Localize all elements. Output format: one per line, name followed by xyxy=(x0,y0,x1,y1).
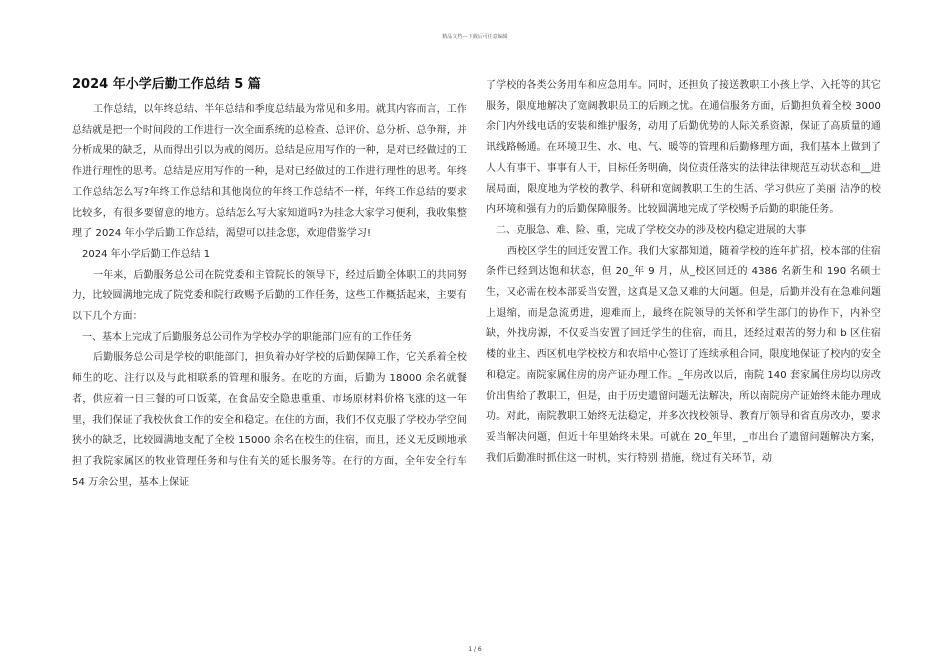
document-title: 2024 年小学后勤工作总结 5 篇 xyxy=(72,77,261,92)
page-number: 1 / 6 xyxy=(468,646,482,653)
left-column xyxy=(72,76,467,493)
paragraph-continued: 了学校的各类公务用车和应急用车。同时，还担负了接送教职工小孩上学、入托等的其它服务，限度地解决了宽阔教职员工的后顾之忧。在通信服务方面，后勤担负着全校 3000 余门内外线电话的安装和维护服务，动用了后勤优势的人际关系资源，保证了高质量的通讯线路畅通。在环境卫生、水、电、气、暖等的管理和后勤修理方面，我们基本上做到了人人有事干、事事有人干，目标任务明确，岗位责任落实的法律法律规范互动状态和__进展局面，限度地为学校的教学、科研和宽阔教职工生的生活、学习供应了美丽 洁净的校内环境和强有力的后勤保障服务。比较圆满地完成了学校赐予后勤的职能任务。 xyxy=(486,80,881,216)
paragraph-section-two: 西校区学生的回迁安置工作。我们大家都知道，随着学校的连年扩招，校本部的住宿条件已经到达饱和状态，但 20_年 9 月，从_校区回迁的 4386 名新生和 190 名硕士生，又必需在校本部妥当安置，这真是又急又难的大问题。但是，后勤并没有在急难问题上退缩，而是急流勇进，迎难而上，最终在院领导的关怀和学生部门的协作下，内补空缺，外找房源，不仅妥当安置了回迁学生的住宿，而且，还经过艰苦的努力和 b 区住宿楼的业主、西区机电学校校方和农培中心签订了连续承租合同，限度地保证了校内的安全和稳定。南院家属住房的房产证办理工作。_年房改以后，南院 140 套家属住房均以房改价出售给了教职工，但是，由于历史遗留问题无法解决，所以南院房产证始终未能办理成功。对此，南院教职工始终无法稳定，并多次找校领导、教育厅领导和省直房改办，要求妥当解决问题，但近十年里始终未果。可就在 20_年里，_市出台了遗留问题解决方案，我们后勤准时抓住这一时机，实行特别 措施，绕过有关环节，动 xyxy=(486,245,881,464)
intro-paragraph: 工作总结，以年终总结、半年总结和季度总结最为常见和多用。就其内容而言，工作总结就是把一个时间段的工作进行一次全面系统的总检查、总评价、总分析、总争辩，并分析成果的缺乏，从而得出引以为戒的阅历。总结是应用写作的一种，是对已经做过的工作进行理性的思考。总结是应用写作的一种，是对已经做过的工作进行理性的思考。年终工作总结怎么写?年终工作总结和其他岗位的年终工作总结不一样，年终工作总结的要求比较多，有很多要留意的地方。总结怎么写大家知道吗?为挂念大家学习便利，我收集整理了 2024 年小学后勤工作总结，渴望可以挂念您，欢迎借鉴学习! xyxy=(72,104,467,240)
paragraph-section-one: 后勤服务总公司是学校的职能部门，担负着办好学校的后勤保障工作，它关系着全校师生的吃、注行以及与此相联系的管理和服务。在吃的方面，后勤为 18000 余名就餐者，供应着一日三餐的可口饭菜，在食品安全隐患重重、市场原材料价格飞涨的这一年里，我们保证了我校伙食工作的安全和稳定。在住的方面，我们不仅克服了学校办学空间狭小的缺乏，比较圆满地支配了全校 15000 余名在校生的住宿，而且，还义无反顾地承担了我院家属区的牧业管理任务和与住有关的延长服务等。在行的方面，全年安全行车 54 万余公里，基本上保证 xyxy=(72,352,467,488)
header-note: 精品文档---下载后可任意编辑 xyxy=(442,34,508,40)
right-column xyxy=(486,76,881,469)
heading-section-one: 一、基本上完成了后勤服务总公司作为学校办学的职能部门应有的工作任务 xyxy=(82,331,412,343)
paragraph-overview: 一年来，后勤服务总公司在院党委和主管院长的领导下，经过后勤全体职工的共同努力，比较圆满地完成了院党委和院行政赐予后勤的工作任务，这些工作概括起来，主要有以下几个方面： xyxy=(72,269,467,323)
heading-section-two: 二、克服急、难、险、重，完成了学校交办的涉及校内稳定进展的大事 xyxy=(496,224,806,236)
section-subtitle: 2024 年小学后勤工作总结 1 xyxy=(82,248,211,260)
